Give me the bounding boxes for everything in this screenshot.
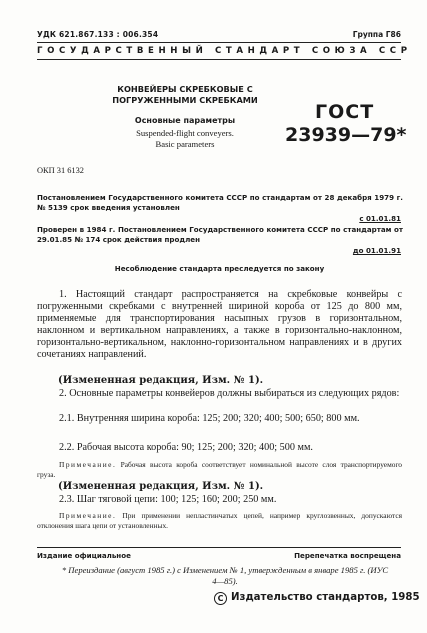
note-1-label: Примечание.: [59, 460, 117, 469]
reissue-note: * Переиздание (август 1985 г.) с Изменением № 1, утвержденным в январе 1985 г. (ИУС 4—85).: [61, 565, 389, 586]
paragraph-2-1: 2.1. Внутренняя ширина короба: 125; 200; 320; 400; 500; 650; 800 мм.: [59, 413, 360, 424]
expiry-date: до 01.01.91: [352, 246, 401, 255]
note-2-label: Примечание.: [59, 511, 117, 520]
gost-label: ГОСТ: [315, 101, 375, 123]
reprint-prohibited: Перепечатка воспрещена: [294, 551, 401, 560]
paragraph-2-3: 2.3. Шаг тяговой цепи: 100; 125; 160; 200; 250 мм.: [59, 494, 277, 505]
note-2-text: При применении непластинчатых цепей, например круглозвенных, допускаются отклонения шага цепи от установленных.: [37, 511, 402, 531]
note-2: [37, 511, 402, 532]
paragraph-1: 1. Настоящий стандарт распространяется на скребковые конвейры с погруженными скребками с внутренней шириной короба от 125 до 800 мм, применяемые для транспортирования насыпных грузов в горизонтальном, наклонном и вертикальном направлениях, а также в горизонтально-наклонном, горизонтально-вертикальном, наклонно-горизонтальном направлениях и в других сочетаниях направлений.: [37, 289, 402, 361]
okp-code: ОКП 31 6132: [37, 166, 84, 175]
legal-warning: Несоблюдение стандарта преследуется по закону: [114, 264, 325, 273]
official-edition: Издание официальное: [37, 551, 131, 560]
amendment-note-1: (Измененная редакция, Изм. № 1).: [58, 375, 264, 386]
header-rule-top: [37, 42, 401, 43]
header-rule-bottom: [37, 59, 401, 60]
publisher-line: [214, 592, 420, 605]
english-title-line-1: Suspended-flight conveyers.: [136, 128, 234, 138]
gost-number: 23939—79*: [285, 124, 407, 146]
decree-introduction: Постановлением Государственного комитета СССР по стандартам от 28 декабря 1979 г. № 5139 срок введения установлен: [37, 193, 403, 213]
state-standard-banner: ГОСУДАРСТВЕННЫЙ СТАНДАРТ СОЮЗА ССР: [37, 46, 412, 56]
footer-rule: [37, 547, 401, 548]
group-code: Группа Г86: [352, 30, 401, 39]
note-1: [37, 460, 402, 481]
paragraph-2: 2. Основные параметры конвейеров должны выбираться из следующих рядов:: [59, 388, 400, 399]
publisher-text: Издательство стандартов, 1985: [231, 592, 420, 603]
amendment-note-2: (Измененная редакция, Изм. № 1).: [58, 481, 264, 492]
english-title: [80, 128, 290, 150]
effective-date: с 01.01.81: [359, 214, 401, 223]
english-title-line-2: Basic parameters: [155, 139, 215, 149]
decree-extension: Проверен в 1984 г. Постановлением Государственного комитета СССР по стандартам от 29.01.85 № 174 срок действия продлен: [37, 225, 403, 245]
paragraph-2-2: 2.2. Рабочая высота короба: 90; 125; 200; 320; 400; 500 мм.: [59, 442, 313, 453]
document-title: КОНВЕЙЕРЫ СКРЕБКОВЫЕ С ПОГРУЖЕННЫМИ СКРЕБКАМИ: [112, 84, 258, 105]
copyright-icon: C: [214, 592, 227, 605]
udk-code: УДК 621.867.133 : 006.354: [37, 30, 159, 39]
document-subtitle: Основные параметры: [134, 116, 236, 125]
note-1-text: Рабочая высота короба соответствует номинальной высоте слоя транспортируемого груза.: [37, 460, 402, 480]
